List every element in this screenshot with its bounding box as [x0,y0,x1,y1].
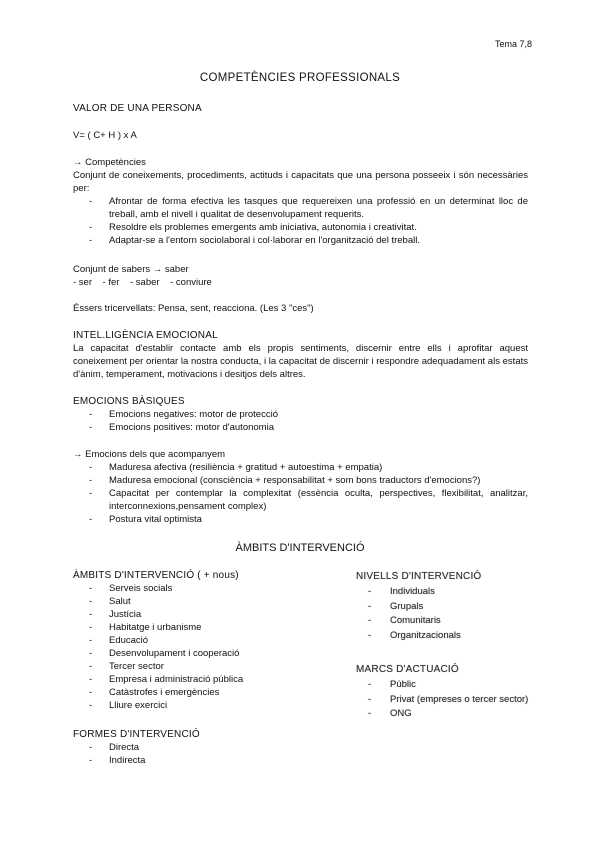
list-item: - Públic [356,678,576,693]
list-item: - Justícia [73,608,343,621]
list-item: - Emocions negatives: motor de protecció [73,408,528,421]
list-item: - Salut [73,595,343,608]
list-item: - Maduresa emocional (consciència + responsabilitat + som bons traductors d'emocions?) [73,474,528,487]
list-item: - Indirecta [73,754,343,767]
list-item: - Empresa i administració pública [73,673,343,686]
formes-heading: FORMES D'INTERVENCIÓ [73,729,200,740]
marcs-heading: MARCS D'ACTUACIÓ [356,664,459,675]
list-item: - Desenvolupament i cooperació [73,647,343,660]
list-item: - Individuals [356,585,556,600]
acompanyem-list [73,461,528,526]
competencies-heading: → Competències [73,157,146,168]
ambits-heading: ÀMBITS D'INTERVENCIÓ ( + nous) [73,570,239,581]
valor-heading: VALOR DE UNA PERSONA [73,103,202,114]
list-item: - Tercer sector [73,660,343,673]
list-item: - Catàstrofes i emergències [73,686,343,699]
list-item: - Habitatge i urbanisme [73,621,343,634]
ambits-list [73,582,343,712]
ambits-section-title: ÀMBITS D'INTERVENCIÓ [235,542,365,554]
intelligencia-text: La capacitat d'establir contacte amb els propis sentiments, discernir entre ells i aprofitar aquest coneixement per orientar la nostra conducta, i la capacitat de discernir i respondre adequadament als estats d'ànim, temperament, motivacions i desitjos dels altres. [73,343,528,380]
emocions-basiques-list [73,408,528,434]
list-item: - Educació [73,634,343,647]
list-item: - Organitzacionals [356,629,556,644]
nivells-heading: NIVELLS D'INTERVENCIÓ [356,571,482,582]
page-number: Tema 7,8 [494,39,532,49]
list-item: - Directa [73,741,343,754]
formes-list [73,741,343,767]
sabers-line1: Conjunt de sabers → saber [73,264,189,275]
list-item: - Capacitat per contemplar la complexitat (essència oculta, perspectives, flexibilitat, analitzar, interconnexions,pensament complex) [73,487,528,513]
competencies-definition: Conjunt de coneixements, procediments, actituds i capacitats que una persona posseeix i són necessàries per: [73,170,528,194]
list-item: - ONG [356,707,576,722]
page-title: COMPETÈNCIES PROFESSIONALS [199,72,401,84]
list-item: - Serveis socials [73,582,343,595]
list-item: - Privat (empreses o tercer sector) [356,693,576,708]
list-item: - Comunitaris [356,614,556,629]
intelligencia-heading: INTEL.LIGÈNCIA EMOCIONAL [73,330,218,341]
list-item: - Resoldre els problemes emergents amb iniciativa, autonomia i creativitat. [73,221,528,234]
list-item: - Postura vital optimista [73,513,528,526]
acompanyem-heading: → Emocions dels que acompanyem [73,449,226,460]
list-item: - Afrontar de forma efectiva les tasques que requereixen una professió en un determinat lloc de treball, amb el nivell i qualitat de desenvolupament requerits. [73,195,528,221]
essers-text: Éssers tricervellats: Pensa, sent, reacciona. (Les 3 "ces") [73,303,314,314]
list-item: - Grupals [356,600,556,615]
list-item: - Adaptar-se a l'entorn sociolaboral i col·laborar en l'organització del treball. [73,234,528,247]
valor-formula: V= ( C+ H ) x A [73,130,137,141]
marcs-list [356,678,576,722]
emocions-basiques-heading: EMOCIONS BÀSIQUES [73,396,185,407]
nivells-list [356,585,556,643]
list-item: - Maduresa afectiva (resiliència + gratitud + autoestima + empatia) [73,461,528,474]
list-item: - Emocions positives: motor d'autonomia [73,421,528,434]
sabers-line2: - ser - fer - saber - conviure [73,277,212,288]
list-item: - Lliure exercici [73,699,343,712]
competencies-list [73,195,528,247]
